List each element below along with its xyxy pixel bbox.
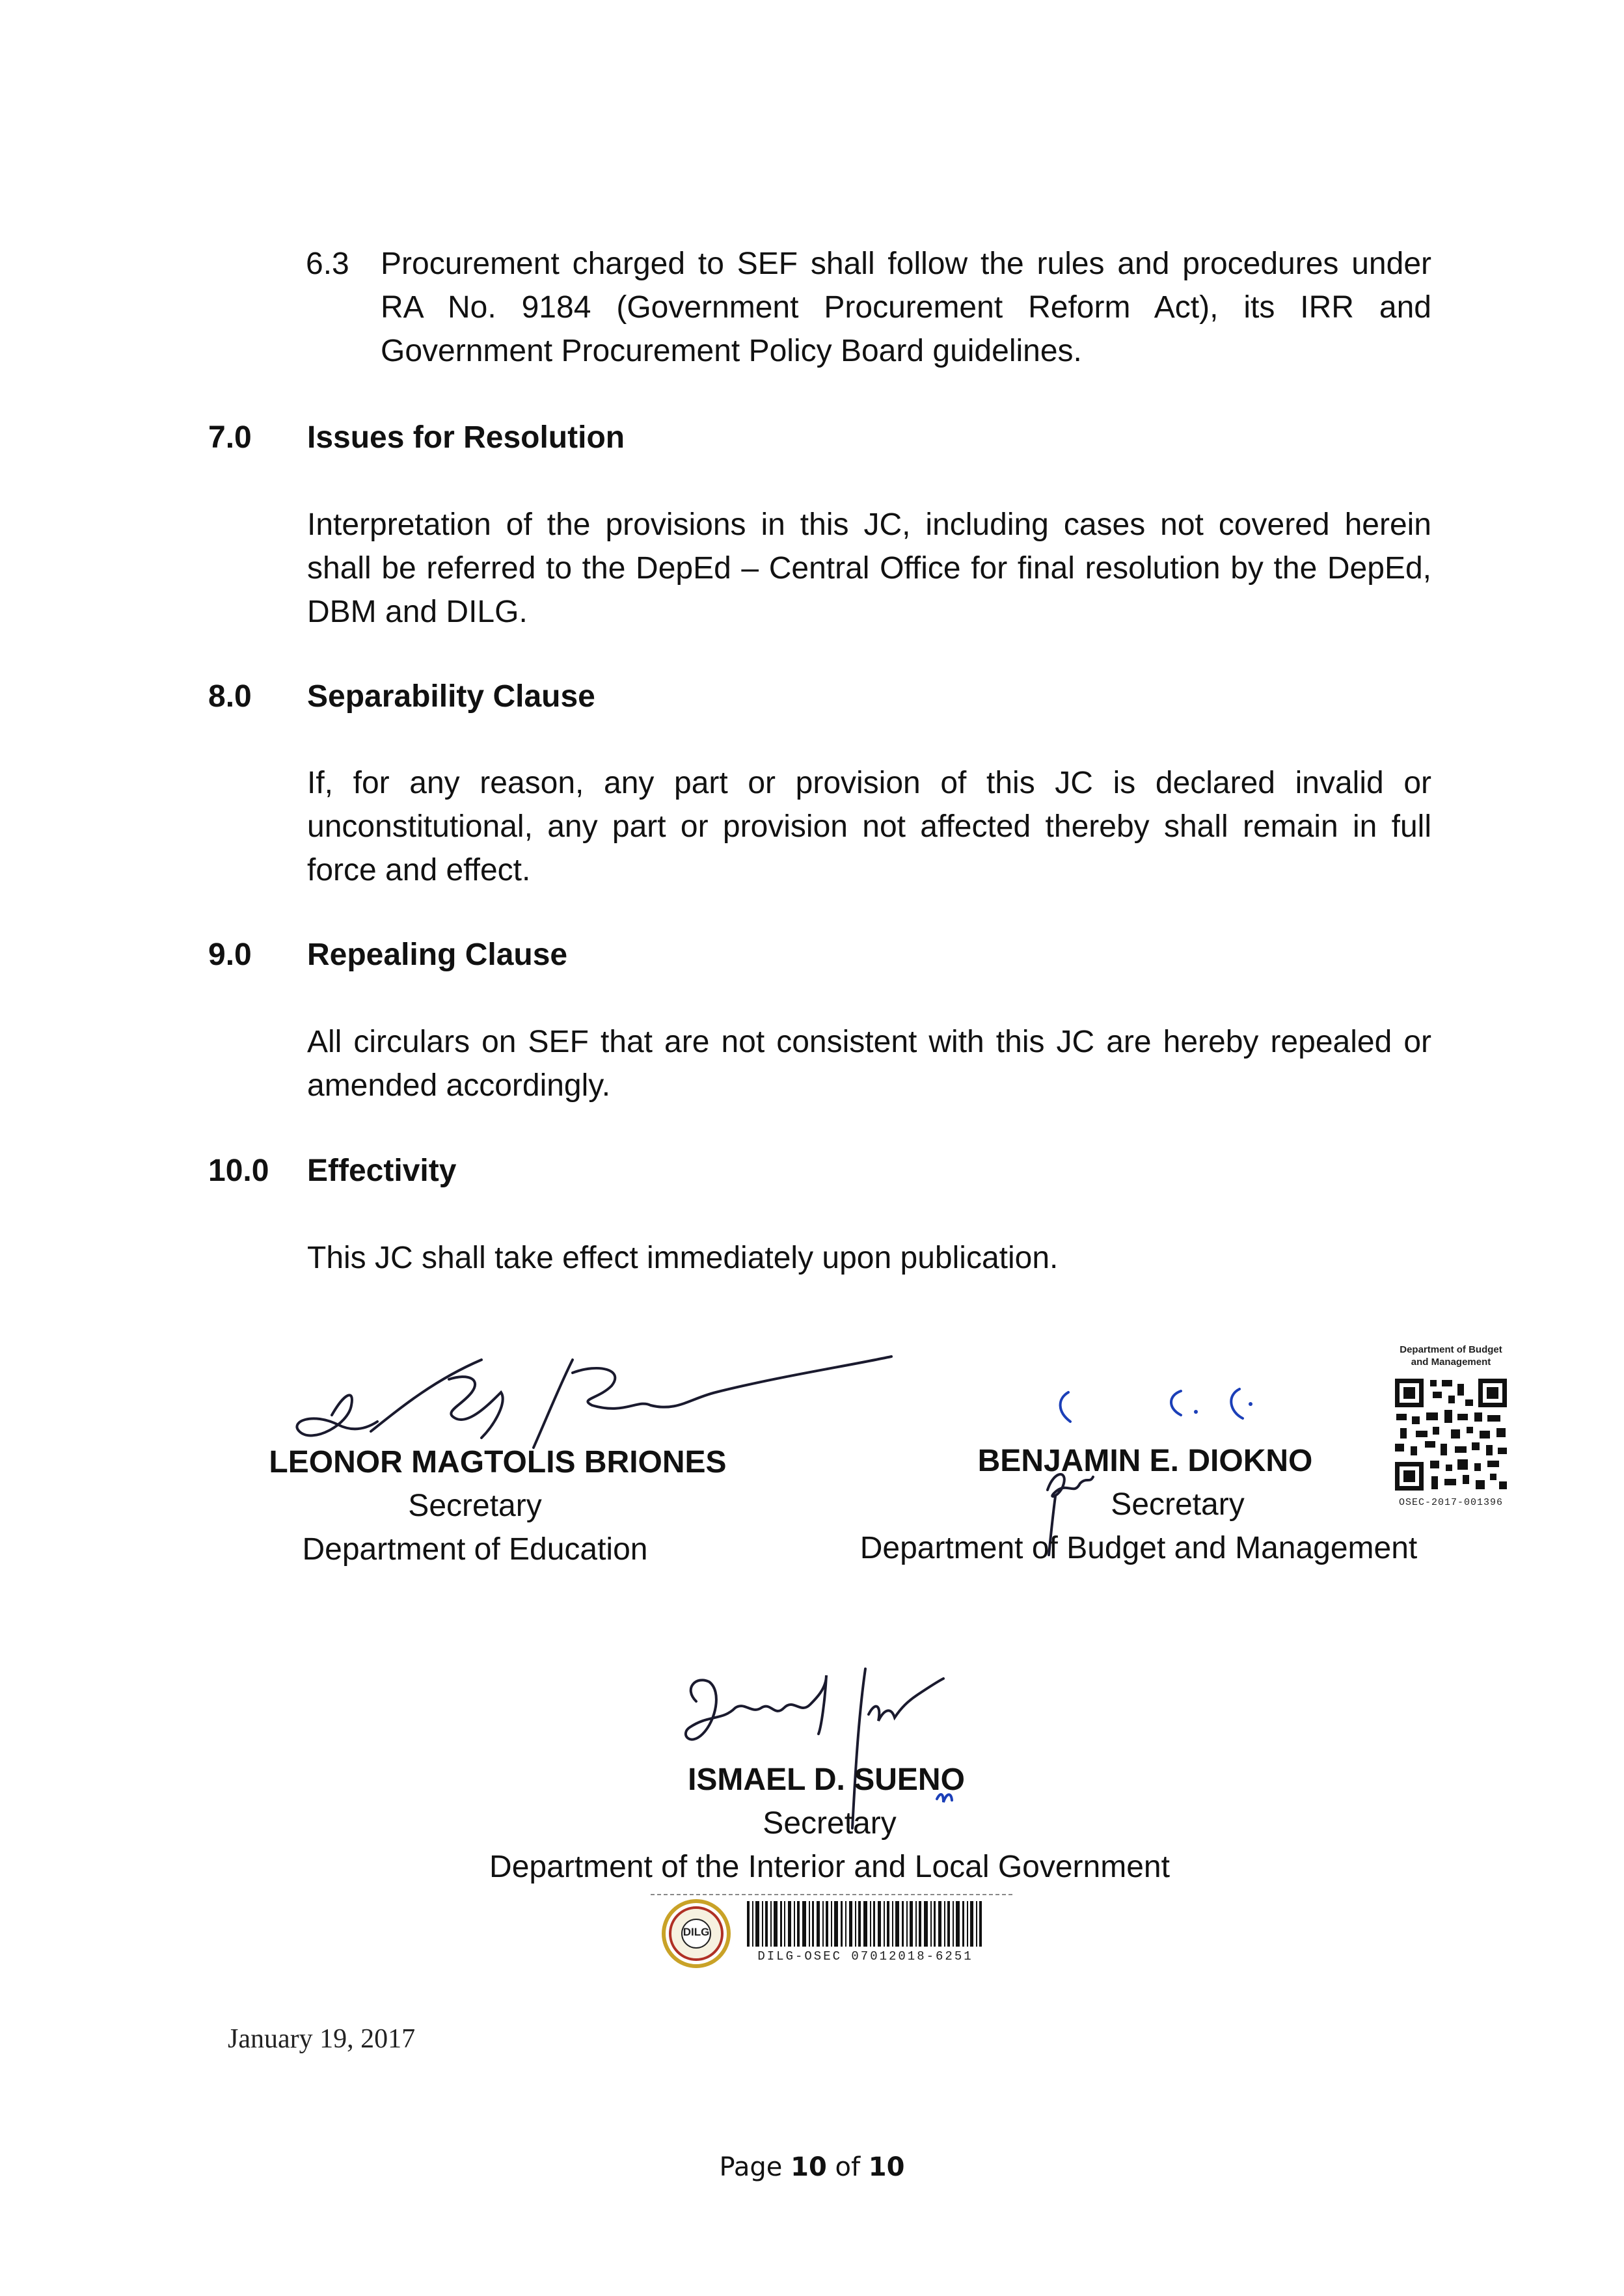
dbm-stamp-caption-2: and Management	[1411, 1357, 1491, 1368]
signature-briones	[286, 1353, 898, 1457]
signatory-dbm-position: Secretary	[1111, 1487, 1245, 1522]
signatory-deped-position: Secretary	[408, 1489, 542, 1523]
footer-page-total: 10	[868, 2152, 905, 2182]
section-9-number: 9.0	[208, 938, 252, 972]
page-footer	[0, 2152, 1624, 2182]
section-7-number: 7.0	[208, 420, 252, 455]
section-10-text: This JC shall take effect immediately upon publication.	[307, 1241, 1059, 1275]
signatory-dilg-office: Department of the Interior and Local Government	[489, 1850, 1170, 1884]
signatory-deped-name: LEONOR MAGTOLIS BRIONES	[269, 1445, 727, 1479]
section-8-title: Separability Clause	[307, 679, 595, 714]
qr-code-icon	[1392, 1376, 1509, 1493]
signatory-deped-office: Department of Education	[302, 1532, 648, 1567]
barcode-icon	[747, 1901, 982, 1947]
section-9-title: Repealing Clause	[307, 938, 568, 972]
section-9-text: All circulars on SEF that are not consistent with this JC are hereby repealed or amended accordingly.	[307, 1025, 1431, 1103]
dilg-barcode-text: DILG-OSEC 07012018-6251	[757, 1949, 973, 1964]
dbm-qr-stamp	[1360, 1344, 1542, 1522]
dbm-stamp-code: OSEC-2017-001396	[1398, 1497, 1504, 1508]
footer-page-of: of	[826, 2152, 869, 2182]
section-7-title: Issues for Resolution	[307, 420, 625, 455]
footer-page-prefix: Page	[719, 2152, 791, 2182]
section-8-text: If, for any reason, any part or provision of this JC is declared invalid or unconstitutional, any part or provision not affected thereby shall remain in full force and effect.	[307, 766, 1431, 887]
footer-page-current: 10	[791, 2152, 827, 2182]
dbm-stamp-caption-1: Department of Budget	[1400, 1344, 1502, 1355]
section-10-number: 10.0	[208, 1154, 269, 1188]
section-6-3-number: 6.3	[306, 247, 349, 281]
section-6-3-text: Procurement charged to SEF shall follow the rules and procedures under RA No. 9184 (Government Procurement Reform Act), its IRR and Government Procurement Policy Board guidelines.	[381, 247, 1431, 368]
section-8-number: 8.0	[208, 679, 252, 714]
signatory-dilg-name: ISMAEL D. SUENO	[688, 1763, 965, 1797]
signatory-dbm-name: BENJAMIN E. DIOKNO	[977, 1444, 1313, 1478]
signatory-dilg-position: Secretary	[763, 1806, 897, 1841]
document-date: January 19, 2017	[228, 2024, 416, 2054]
dilg-logo-text: DILG	[683, 1926, 710, 1938]
section-10-title: Effectivity	[307, 1154, 457, 1188]
signatory-dbm-office: Department of Budget and Management	[859, 1531, 1418, 1565]
dilg-barcode-stamp	[651, 1893, 1015, 1971]
section-7-text: Interpretation of the provisions in this JC, including cases not covered herein shall be referred to the DepEd – Central Office for final resolution by the DepEd, DBM and DILG.	[307, 507, 1431, 629]
